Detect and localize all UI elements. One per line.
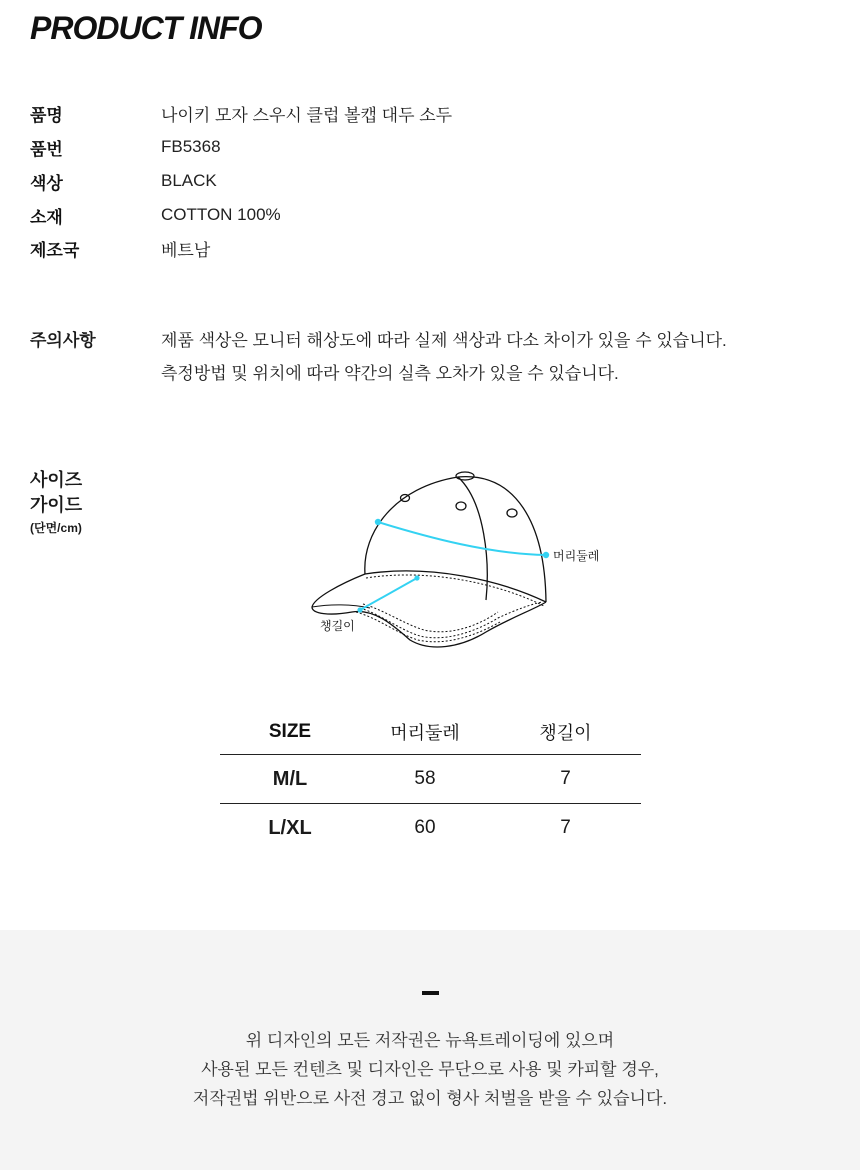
info-label: 품번 (30, 139, 63, 159)
brim-measure-point (414, 575, 419, 580)
size-guide-unit: (단면/cm) (30, 521, 82, 535)
info-row-name (30, 98, 452, 128)
caution-label: 주의사항 (30, 331, 96, 350)
info-label: 제조국 (30, 240, 80, 260)
size-table-header-cell: 챙길이 (539, 723, 592, 743)
info-label: 색상 (30, 173, 63, 193)
info-value: COTTON 100% (161, 205, 281, 224)
cap-diagram (300, 462, 610, 652)
info-row-color (30, 166, 217, 196)
size-guide-label-line: 가이드 (30, 495, 83, 515)
brim-measure-line (360, 578, 417, 610)
brim-measure-point (357, 607, 362, 612)
head-measure-point (543, 552, 549, 558)
table-cell: 7 (490, 804, 641, 853)
head-measure-label: 머리둘레 (553, 549, 600, 563)
size-table-header (220, 710, 641, 755)
info-row-material (30, 200, 281, 230)
size-guide-label (30, 468, 82, 518)
info-value: BLACK (161, 171, 217, 190)
footer-line: 저작권법 위반으로 사전 경고 없이 형사 처벌을 받을 수 있습니다. (192, 1089, 668, 1108)
caution-line: 측정방법 및 위치에 따라 약간의 실측 오차가 있을 수 있습니다. (161, 364, 619, 383)
info-value: 나이키 모자 스우시 클럽 볼캡 대두 소두 (161, 105, 453, 125)
brim-measure-label: 챙길이 (320, 619, 355, 633)
info-row-number (30, 132, 221, 162)
info-value: FB5368 (161, 137, 221, 156)
size-table-header-cell: 머리둘레 (390, 723, 460, 743)
cap-band-line (365, 571, 546, 602)
table-row (220, 804, 641, 853)
table-row (220, 755, 641, 804)
size-table-header-cell: SIZE (268, 721, 312, 742)
table-cell: 60 (360, 804, 490, 853)
page-title: PRODUCT INFO (30, 10, 262, 46)
footer-line: 사용된 모든 컨텐츠 및 디자인은 무단으로 사용 및 카피할 경우, (201, 1060, 659, 1079)
size-guide-label-line: 사이즈 (30, 470, 83, 490)
footer-line: 위 디자인의 모든 저작권은 뉴욕트레이딩에 있으며 (245, 1031, 615, 1050)
head-measure-line (378, 522, 546, 555)
table-cell: 58 (360, 755, 490, 804)
cap-brim-outline (312, 574, 546, 647)
table-cell: M/L (220, 755, 360, 804)
cap-eyelet-icon (507, 509, 517, 517)
cap-eyelet-icon (456, 502, 466, 510)
cap-brim-top (312, 605, 370, 608)
info-value: 베트남 (161, 240, 211, 260)
head-measure-point (375, 519, 381, 525)
caution-line: 제품 색상은 모니터 해상도에 따라 실제 색상과 다소 차이가 있을 수 있습니다. (161, 331, 727, 350)
info-row-origin (30, 233, 210, 263)
copyright-footer (0, 930, 860, 1170)
footer-dash-divider (422, 991, 439, 995)
table-cell: L/XL (220, 804, 360, 853)
cap-front-seam (458, 477, 487, 600)
cap-stitch-line (360, 602, 542, 638)
info-label: 품명 (30, 105, 63, 125)
table-cell: 7 (490, 755, 641, 804)
info-label: 소재 (30, 207, 63, 227)
cap-crown-outline (365, 477, 546, 602)
size-table (220, 710, 641, 852)
